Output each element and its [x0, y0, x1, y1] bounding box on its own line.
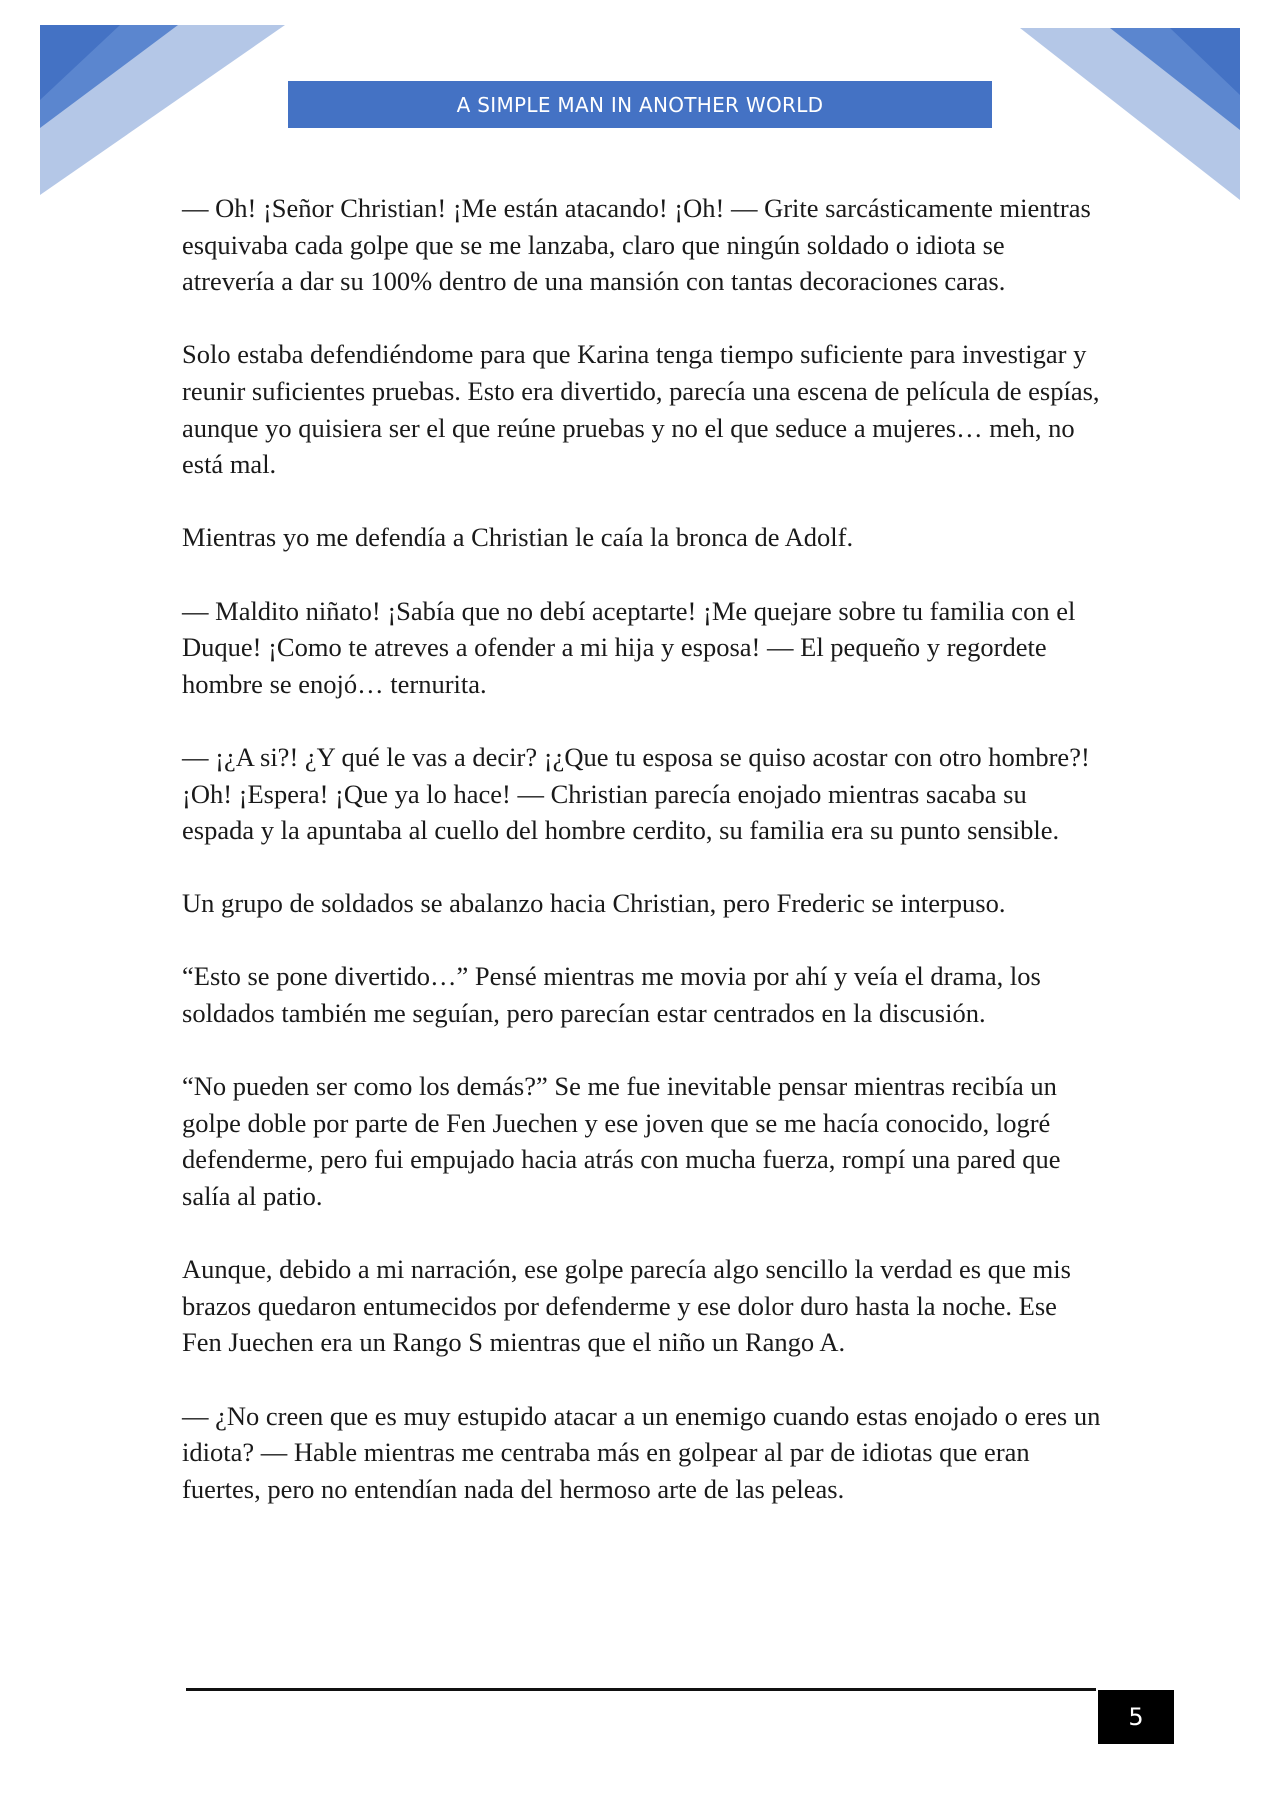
paragraph: “No pueden ser como los demás?” Se me fue inevitable pensar mientras recibía un golpe doble por parte de Fen Juechen y ese joven que se me hacía conocido, logré defenderme, pero fui empujado hacia atrás con mucha fuerza, rompí una pared que salía al patio.	[182, 1071, 1061, 1212]
paragraph: Mientras yo me defendía a Christian le caía la bronca de Adolf.	[182, 522, 854, 553]
paragraph: Un grupo de soldados se abalanzo hacia Christian, pero Frederic se interpuso.	[182, 888, 1006, 919]
paragraph: Solo estaba defendiéndome para que Karina tenga tiempo suficiente para investigar y reunir suficientes pruebas. Esto era divertido, parecía una escena de película de espías, aunque yo quisiera ser el que reúne pruebas y no el que seduce a mujeres… meh, no está mal.	[182, 339, 1100, 480]
corner-decoration-right	[1020, 0, 1280, 200]
footer-rule	[186, 1688, 1096, 1691]
paragraph: — ¡¿A si?! ¿Y qué le vas a decir? ¡¿Que tu esposa se quiso acostar con otro hombre?! ¡Oh! ¡Espera! ¡Que ya lo hace! — Christian parecía enojado mientras sacaba su espada y la apuntaba al cuello del hombre cerdito, su familia era su punto sensible.	[182, 741, 1090, 846]
paragraph: — Maldito niñato! ¡Sabía que no debí aceptarte! ¡Me quejare sobre tu familia con el Duque! ¡Como te atreves a ofender a mi hija y esposa! — El pequeño y regordete hombre se enojó… ternurita.	[182, 595, 1076, 699]
corner-decoration-left	[0, 0, 300, 200]
paragraph: Aunque, debido a mi narración, ese golpe parecía algo sencillo la verdad es que mis brazos quedaron entumecidos por defenderme y ese dolor duro hasta la noche. Ese Fen Juechen era un Rango S mientras que el niño un Rango A.	[182, 1254, 1071, 1358]
paragraph: — ¿No creen que es muy estupido atacar a un enemigo cuando estas enojado o eres un idiota? — Hable mientras me centraba más en golpear al par de idiotas que eran fuertes, pero no entendían nada del hermoso arte de las peleas.	[182, 1400, 1101, 1504]
paragraph: — Oh! ¡Señor Christian! ¡Me están atacando! ¡Oh! — Grite sarcásticamente mientras esquivaba cada golpe que se me lanzaba, claro que ningún soldado o idiota se atrevería a dar su 100% dentro de una mansión con tantas decoraciones caras.	[182, 193, 1091, 297]
paragraph: “Esto se pone divertido…” Pensé mientras me movia por ahí y veía el drama, los soldados también me seguían, pero parecían estar centrados en la discusión.	[182, 961, 1041, 1029]
running-header: A SIMPLE MAN IN ANOTHER WORLD	[288, 81, 992, 128]
page-number: 5	[1098, 1690, 1174, 1744]
chapter-body	[182, 190, 1102, 1544]
